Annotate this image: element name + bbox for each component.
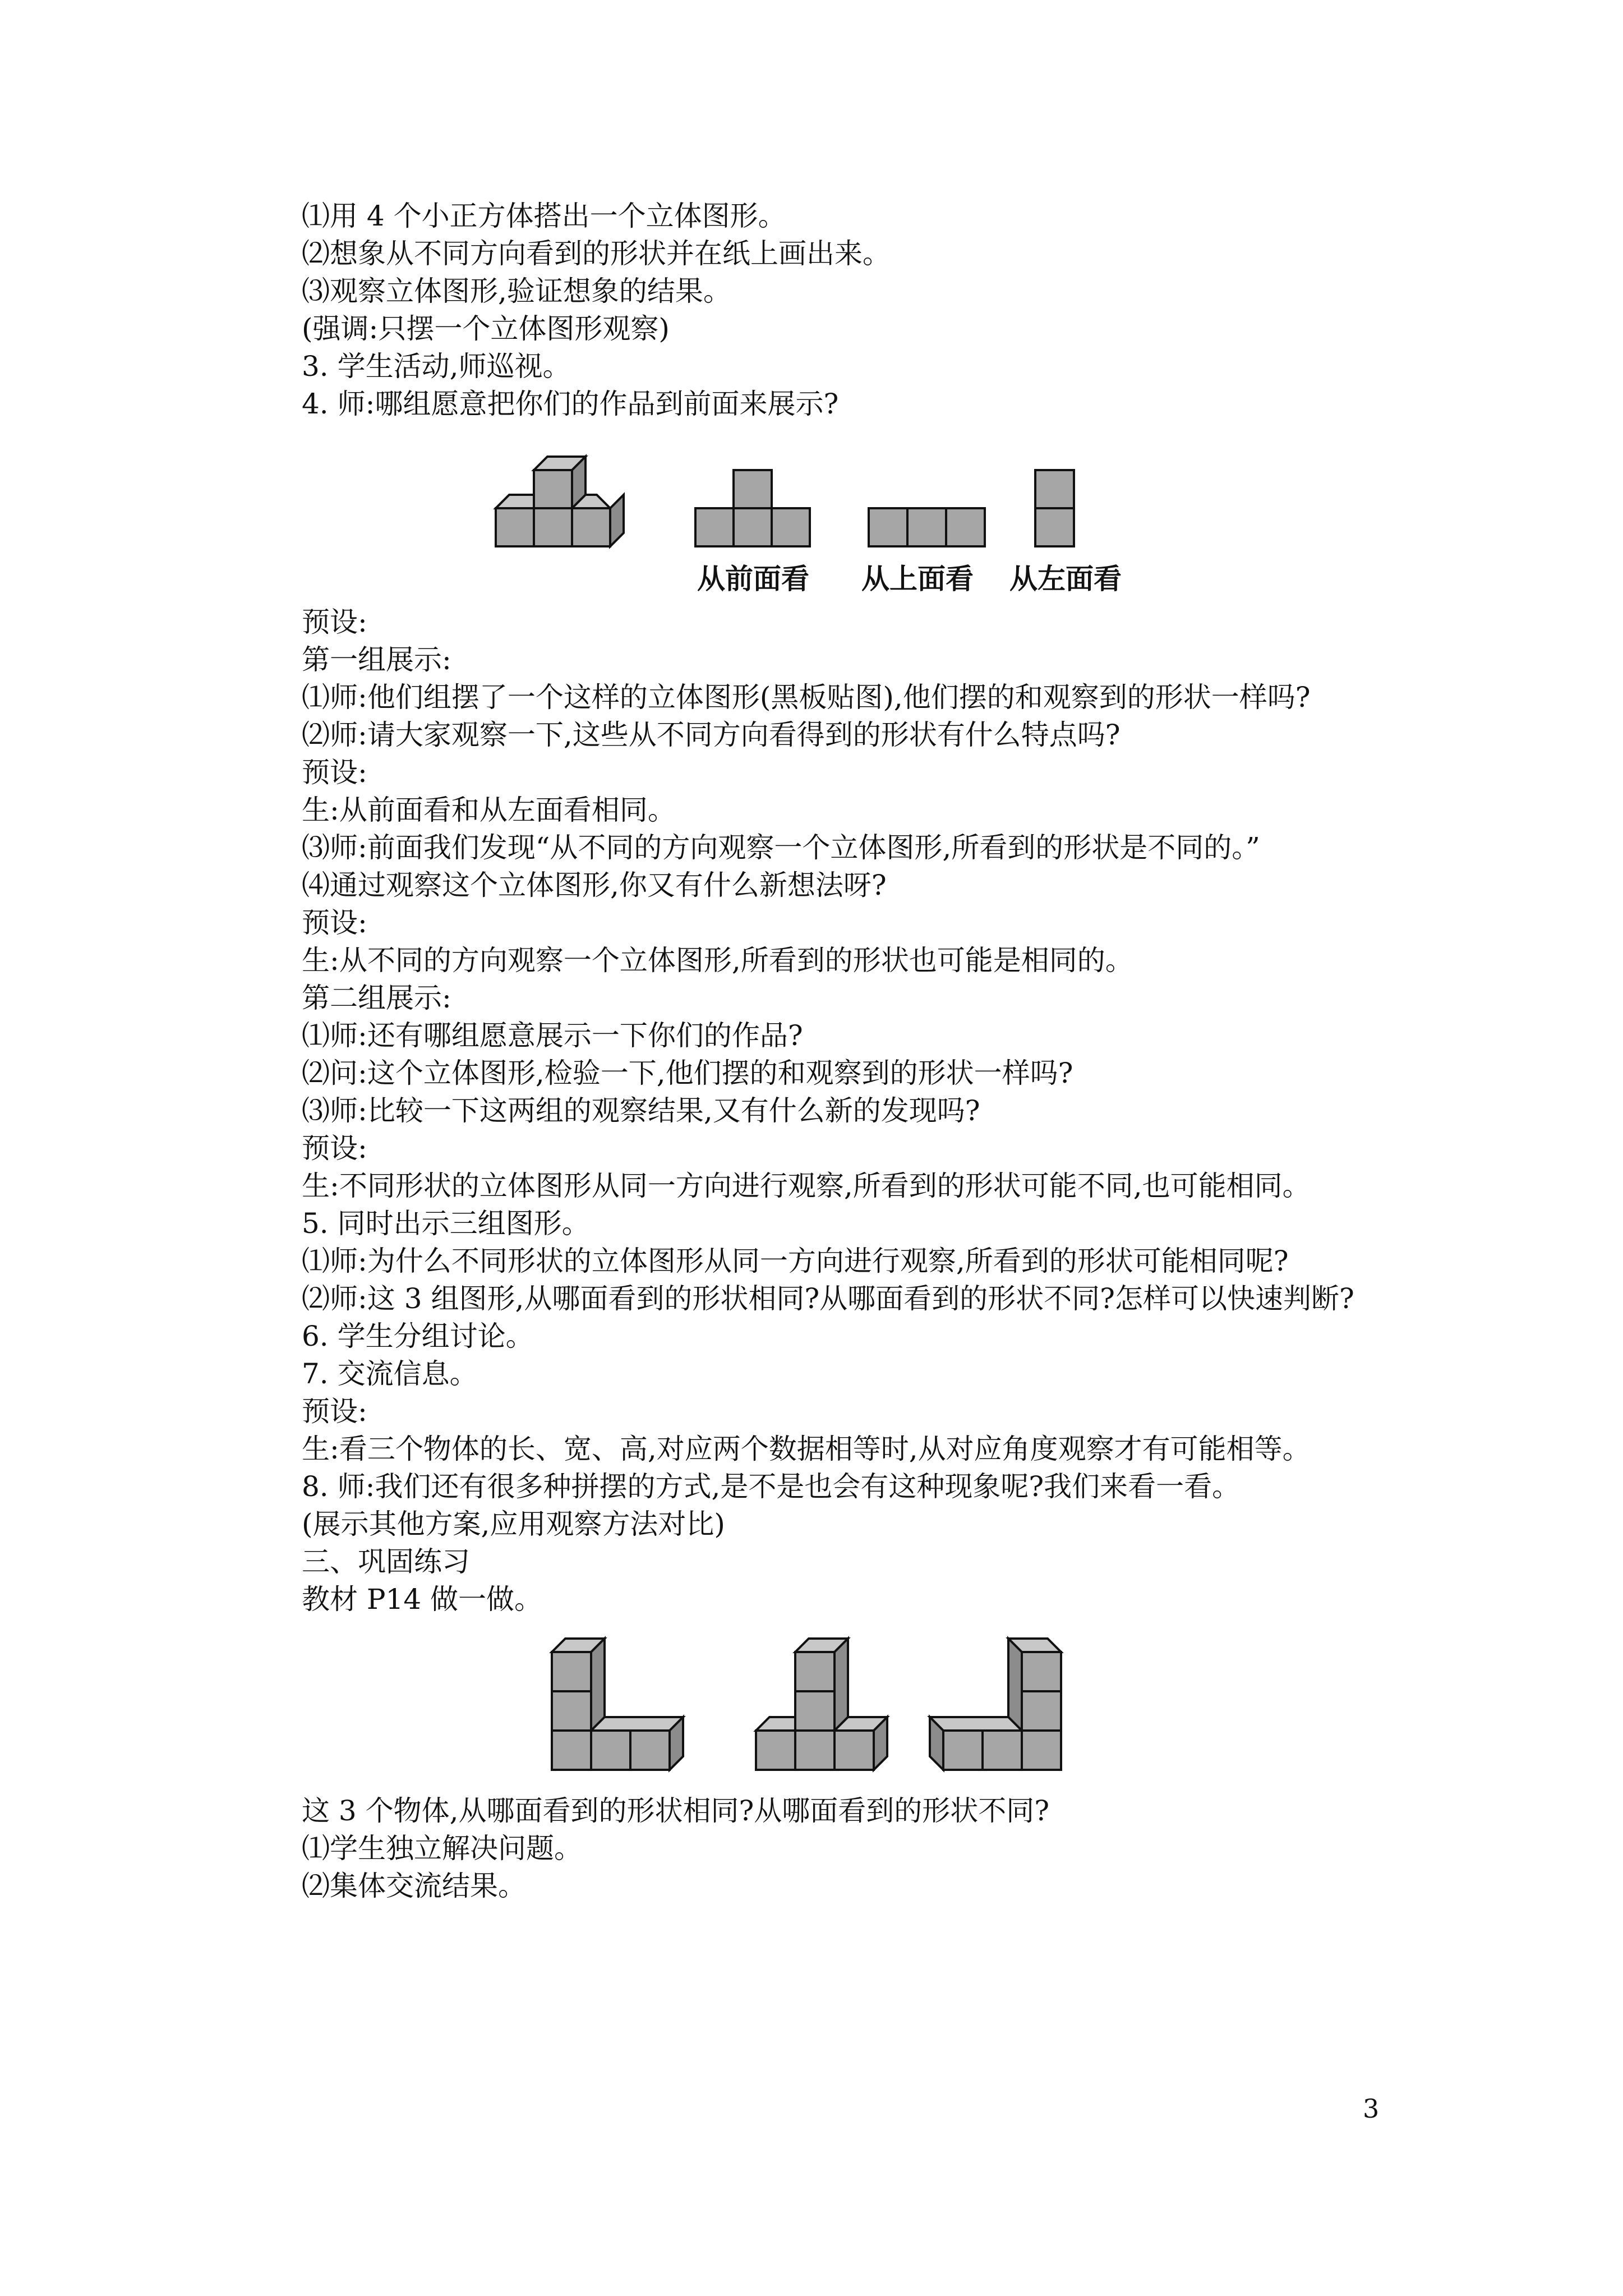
figure-views: [302, 423, 1451, 595]
cube: [1022, 1652, 1061, 1691]
cube: [756, 1717, 795, 1731]
figure-views-drawing: [302, 423, 1451, 569]
cube: [534, 508, 572, 546]
cube: [534, 470, 572, 508]
cube: [591, 1717, 683, 1731]
cube: [1022, 1731, 1061, 1770]
text-line: ⑴师:他们组摆了一个这样的立体图形(黑板贴图),他们摆的和观察到的形状一样吗?: [302, 681, 1311, 714]
cube: [795, 1652, 834, 1691]
text-line: 5. 同时出示三组图形。: [302, 1207, 590, 1240]
view-square: [1035, 508, 1074, 546]
view-label-top: 从上面看: [861, 563, 974, 595]
cube: [630, 1731, 670, 1770]
cube: [795, 1731, 834, 1770]
cube: [756, 1731, 795, 1770]
text-line: ⑵问:这个立体图形,检验一下,他们摆的和观察到的形状一样吗?: [302, 1057, 1073, 1089]
text-line: 预设:: [302, 606, 367, 638]
cube: [552, 1731, 591, 1770]
cube: [943, 1731, 983, 1770]
view-square: [734, 508, 772, 546]
cube: [930, 1717, 1022, 1731]
text-line: ⑶观察立体图形,验证想象的结果。: [302, 275, 731, 307]
view-square: [907, 508, 946, 546]
text-line: 生:不同形状的立体图形从同一方向进行观察,所看到的形状可能不同,也可能相同。: [302, 1170, 1311, 1202]
cube: [1008, 1639, 1022, 1731]
text-line: 预设:: [302, 907, 367, 939]
text-line: ⑴学生独立解决问题。: [302, 1832, 582, 1865]
cube: [496, 508, 534, 546]
cube: [591, 1639, 605, 1731]
cube: [591, 1731, 630, 1770]
text-line: ⑴用 4 个小正方体搭出一个立体图形。: [302, 200, 786, 232]
section-1: [302, 197, 1451, 423]
text-line: ⑵集体交流结果。: [302, 1870, 526, 1902]
text-line: ⑵师:请大家观察一下,这些从不同方向看得到的形状有什么特点吗?: [302, 719, 1121, 751]
view-square: [734, 470, 772, 508]
body-text: [302, 197, 1451, 1905]
text-line: (强调:只摆一个立体图形观察): [302, 312, 670, 345]
view-square: [695, 508, 734, 546]
text-line: 这 3 个物体,从哪面看到的形状相同?从哪面看到的形状不同?: [302, 1795, 1050, 1827]
cube: [552, 1652, 591, 1691]
cube: [572, 508, 610, 546]
view-square: [772, 508, 810, 546]
text-line: 8. 师:我们还有很多种拼摆的方式,是不是也会有这种现象呢?我们来看一看。: [302, 1470, 1241, 1503]
cube: [834, 1639, 848, 1731]
figure-three-solids-drawing: [302, 1624, 1451, 1787]
view-square: [946, 508, 985, 546]
cube: [1022, 1691, 1061, 1731]
text-line: 教材 P14 做一做。: [302, 1583, 543, 1616]
view-square: [1035, 470, 1074, 508]
page-number: 3: [1363, 2093, 1380, 2124]
text-line: 生:看三个物体的长、宽、高,对应两个数据相等时,从对应角度观察才有可能相等。: [302, 1433, 1311, 1465]
text-line: 生:从前面看和从左面看相同。: [302, 794, 676, 826]
cube: [610, 495, 624, 546]
text-line: 4. 师:哪组愿意把你们的作品到前面来展示?: [302, 388, 839, 420]
section-3: [302, 1792, 1451, 1905]
text-line: ⑵想象从不同方向看到的形状并在纸上画出来。: [302, 237, 891, 270]
cube: [834, 1731, 874, 1770]
cube: [552, 1691, 591, 1731]
text-line: 第一组展示:: [302, 643, 451, 676]
view-label-front: 从前面看: [697, 563, 809, 595]
text-line: 预设:: [302, 756, 367, 789]
view-label-left: 从左面看: [1009, 563, 1122, 595]
text-line: 7. 交流信息。: [302, 1358, 478, 1390]
view-square: [869, 508, 907, 546]
text-line: ⑴师:为什么不同形状的立体图形从同一方向进行观察,所看到的形状可能相同呢?: [302, 1245, 1289, 1277]
text-line: 第二组展示:: [302, 982, 451, 1014]
text-line: ⑶师:前面我们发现“从不同的方向观察一个立体图形,所看到的形状是不同的。”: [302, 831, 1260, 864]
text-line: (展示其他方案,应用观察方法对比): [302, 1508, 725, 1540]
text-line: 预设:: [302, 1132, 367, 1165]
text-line: ⑶师:比较一下这两组的观察结果,又有什么新的发现吗?: [302, 1094, 980, 1127]
text-line: 生:从不同的方向观察一个立体图形,所看到的形状也可能是相同的。: [302, 944, 1133, 977]
cube: [983, 1731, 1022, 1770]
text-line: 6. 学生分组讨论。: [302, 1320, 534, 1352]
text-line: 三、巩固练习: [302, 1545, 470, 1578]
text-line: ⑷通过观察这个立体图形,你又有什么新想法呀?: [302, 869, 887, 901]
cube: [795, 1691, 834, 1731]
text-line: ⑵师:这 3 组图形,从哪面看到的形状相同?从哪面看到的形状不同?怎样可以快速判断?: [302, 1282, 1354, 1315]
cube: [496, 495, 534, 508]
section-2: [302, 604, 1451, 1618]
text-line: 预设:: [302, 1395, 367, 1428]
text-line: 3. 学生活动,师巡视。: [302, 350, 571, 383]
text-line: ⑴师:还有哪组愿意展示一下你们的作品?: [302, 1019, 803, 1052]
figure-three-solids: [302, 1624, 1451, 1787]
